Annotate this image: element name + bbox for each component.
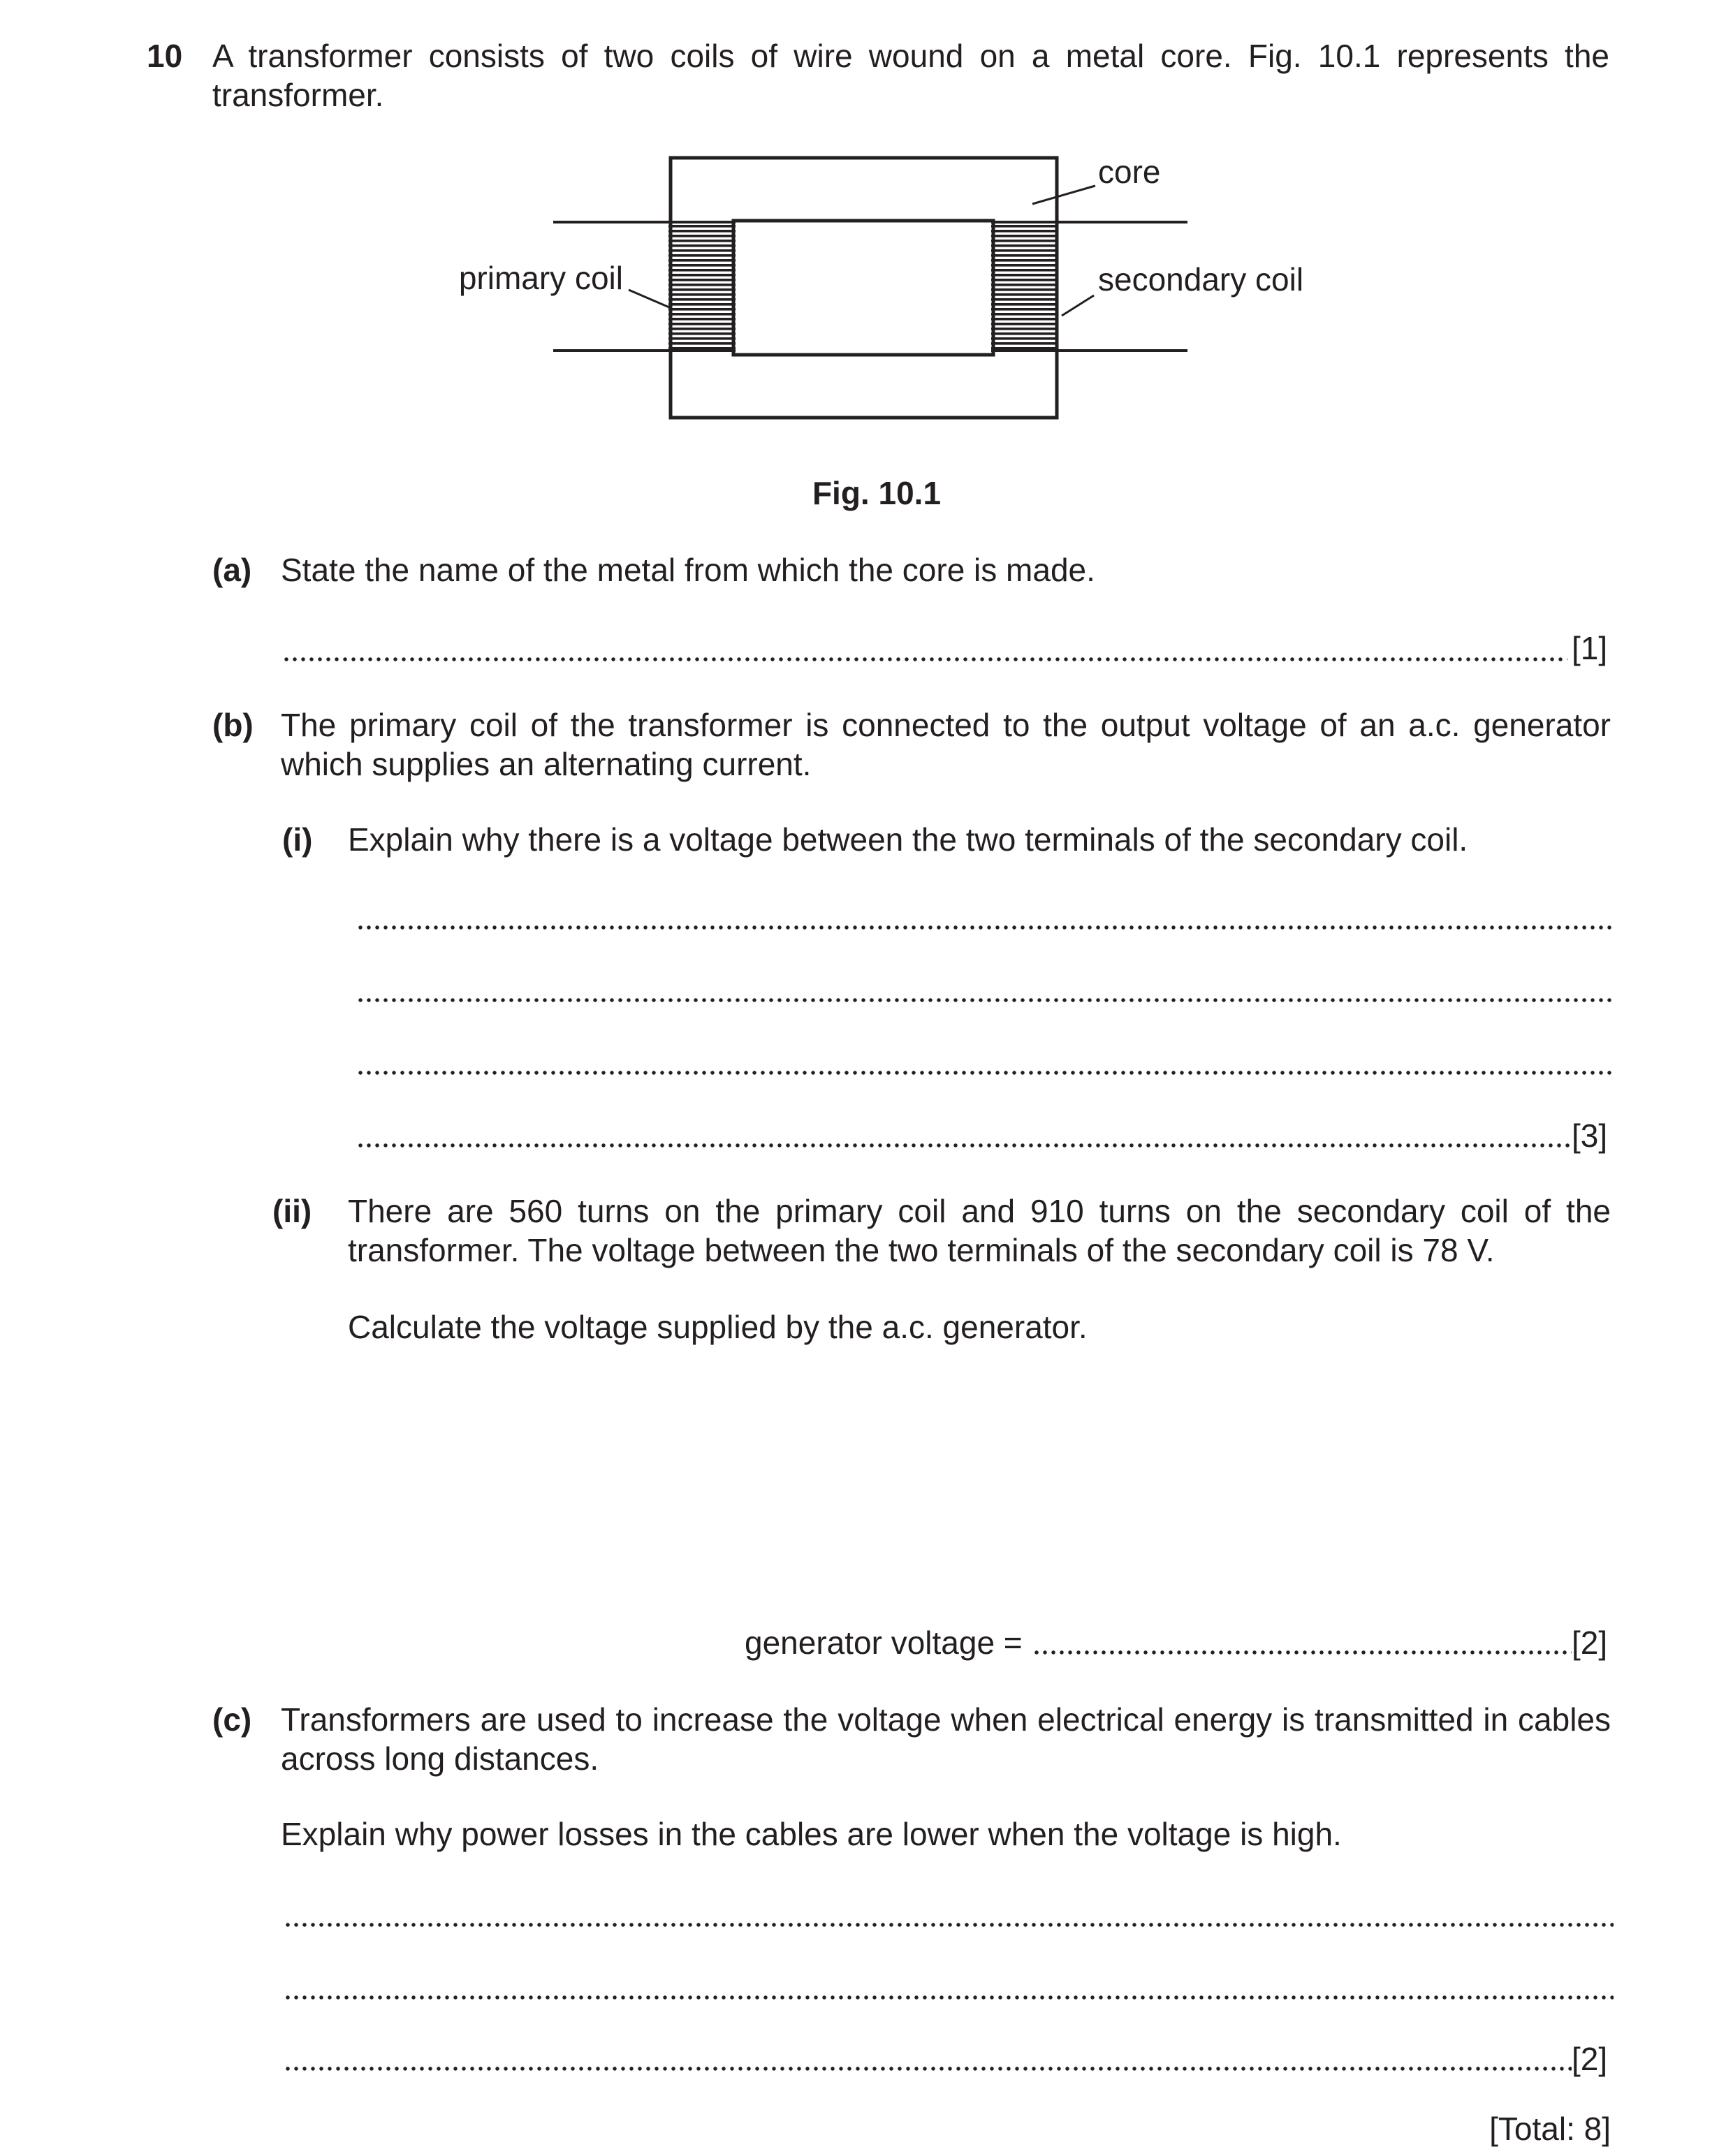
core-inner	[733, 221, 993, 355]
core-leader	[1032, 186, 1095, 204]
part-b-i-answer-line-1[interactable]	[356, 897, 1614, 932]
part-b-i-answer-line-4[interactable]	[356, 1115, 1572, 1150]
part-b-i-answer-line-3[interactable]	[356, 1042, 1614, 1077]
part-b-ii-text: There are 560 turns on the primary coil and 910 turns on the secondary coil of the transformer. The voltage between the two terminals of the secondary coil is 78 V.	[348, 1193, 1611, 1268]
part-c-label: (c)	[212, 1701, 252, 1738]
core-label: core	[1098, 154, 1161, 190]
part-a-answer-line[interactable]	[282, 629, 1567, 663]
secondary-leader	[1062, 295, 1094, 316]
part-c-instruction: Explain why power losses in the cables are lower when the voltage is high.	[281, 1816, 1342, 1852]
generator-voltage-label: generator voltage =	[745, 1625, 1023, 1661]
generator-voltage-answer-line[interactable]	[1032, 1622, 1572, 1657]
part-c-answer-line-1[interactable]	[284, 1894, 1614, 1929]
part-c-answer-line-3[interactable]	[284, 2038, 1572, 2073]
total-marks: [Total: 8]	[1489, 2111, 1611, 2147]
part-b-ii-instruction: Calculate the voltage supplied by the a.c. generator.	[348, 1309, 1088, 1345]
part-b-i-mark: [3]	[1572, 1117, 1608, 1154]
part-c-answer-line-2[interactable]	[284, 1967, 1614, 2002]
part-b-label: (b)	[212, 707, 254, 743]
part-b-i-label: (i)	[282, 821, 313, 858]
part-b-i-text: Explain why there is a voltage between the two terminals of the secondary coil.	[348, 821, 1468, 858]
figure-caption: Fig. 10.1	[812, 475, 942, 511]
primary-coil-winding	[668, 222, 736, 351]
part-b-ii-label: (ii)	[272, 1193, 312, 1229]
question-intro: A transformer consists of two coils of wire wound on a metal core. Fig. 10.1 represents the transformer.	[212, 38, 1609, 113]
primary-coil-label: primary coil	[458, 260, 623, 296]
part-a-label: (a)	[212, 552, 252, 588]
part-c-text: Transformers are used to increase the voltage when electrical energy is transmitted in cables across long distances.	[281, 1701, 1611, 1777]
part-a-text: State the name of the metal from which the core is made.	[281, 552, 1095, 588]
secondary-coil-label: secondary coil	[1098, 261, 1304, 298]
part-b-ii-mark: [2]	[1572, 1625, 1608, 1661]
secondary-coil-winding	[991, 222, 1058, 351]
part-c-mark: [2]	[1572, 2041, 1608, 2077]
part-a-mark: [1]	[1572, 630, 1608, 666]
question-number: 10	[147, 38, 183, 74]
part-b-i-answer-line-2[interactable]	[356, 969, 1614, 1004]
part-b-text: The primary coil of the transformer is connected to the output voltage of an a.c. generator which supplies an alternating current.	[281, 707, 1611, 782]
primary-leader	[629, 290, 669, 307]
